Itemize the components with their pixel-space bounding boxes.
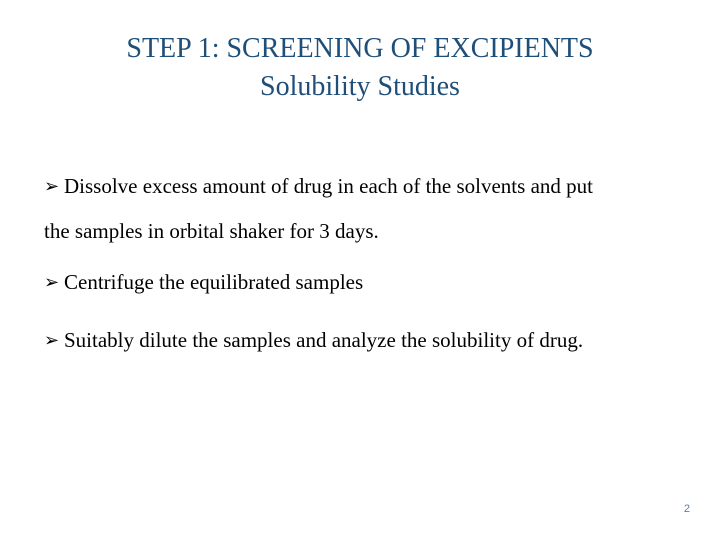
- bullet-item-dilute: [44, 322, 684, 359]
- bullet-line: [44, 322, 684, 359]
- bullet-line-continued: the samples in orbital shaker for 3 days.: [44, 219, 379, 243]
- slide-title: [0, 30, 720, 106]
- title-line-main: STEP 1: SCREENING OF EXCIPIENTS: [126, 33, 594, 64]
- bullet-text: Dissolve excess amount of drug in each of the solvents and put: [64, 174, 593, 198]
- bullet-text: Suitably dilute the samples and analyze the solubility of drug.: [64, 328, 584, 352]
- bullet-line: [44, 264, 684, 301]
- bullet-item-centrifuge: [44, 264, 684, 301]
- bullet-item-dissolve: [44, 168, 684, 249]
- bullet-text: Centrifuge the equilibrated samples: [64, 270, 364, 294]
- title-line-subtitle: Solubility Studies: [260, 71, 460, 102]
- arrow-right-icon: ➢: [44, 330, 60, 351]
- arrow-right-icon: ➢: [44, 272, 60, 293]
- arrow-right-icon: ➢: [44, 176, 60, 197]
- bullet-line: [44, 168, 684, 205]
- page-number: 2: [683, 503, 690, 515]
